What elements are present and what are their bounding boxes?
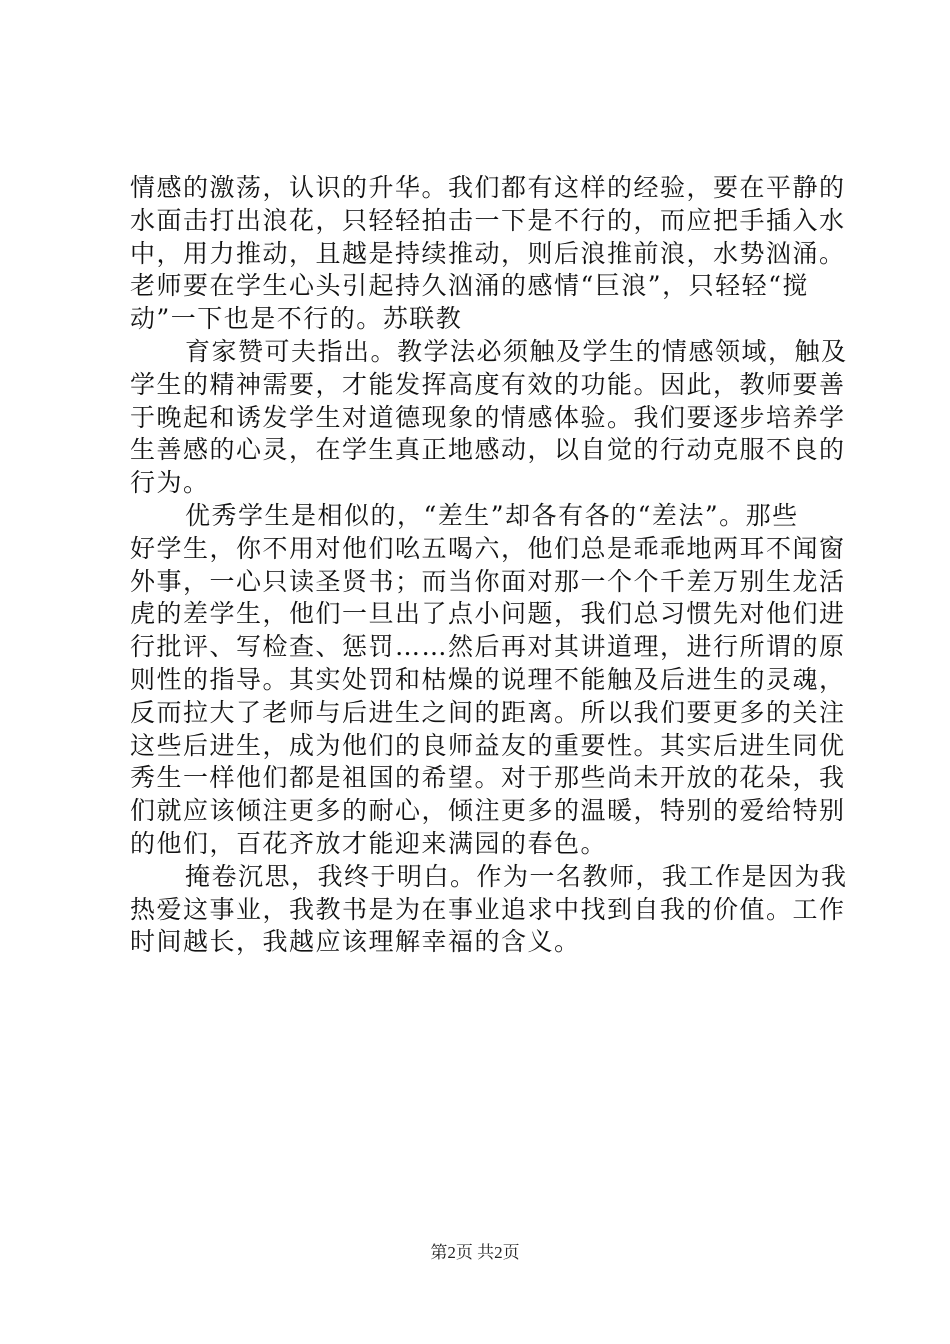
text-line: 行为。: [130, 468, 210, 498]
text-line: 时间越长，我越应该理解幸福的含义。: [130, 927, 581, 957]
text-line: 情感的激荡，认识的升华。我们都有这样的经验，要在平静的: [130, 173, 846, 202]
text-line: 这些后进生，成为他们的良师益友的重要性。其实后进生同优: [130, 730, 846, 760]
text-line: 生善感的心灵，在学生真正地感动，以自觉的行动克服不良的: [130, 435, 846, 465]
text-line: 则性的指导。其实处罚和枯燥的说理不能触及后进生的灵魂，: [130, 664, 846, 694]
text-line: 外事，一心只读圣贤书；而当你面对那一个个千差万别生龙活: [130, 566, 846, 596]
text-line: 水面击打出浪花，只轻轻拍击一下是不行的，而应把手插入水: [130, 205, 846, 235]
text-line: 学生的精神需要，才能发挥高度有效的功能。因此，教师要善: [130, 369, 846, 399]
text-line: 育家赞可夫指出。教学法必须触及学生的情感领域，触及: [185, 336, 848, 366]
text-line: 好学生，你不用对他们吆五喝六，他们总是乖乖地两耳不闻窗: [130, 533, 846, 563]
text-line: 热爱这事业，我教书是为在事业追求中找到自我的价值。工作: [130, 894, 846, 924]
text-line: 虎的差学生，他们一旦出了点小问题，我们总习惯先对他们进: [130, 599, 846, 629]
text-line: 于晚起和诱发学生对道德现象的情感体验。我们要逐步培养学: [130, 402, 846, 432]
document-body: [130, 172, 848, 959]
text-line: 秀生一样他们都是祖国的希望。对于那些尚未开放的花朵，我: [130, 763, 846, 793]
text-line: 中，用力推动，且越是持续推动，则后浪推前浪，水势汹涌。: [130, 238, 846, 268]
paragraph: [130, 500, 846, 861]
paragraph: [130, 172, 846, 336]
text-line: 的他们，百花齐放才能迎来满园的春色。: [130, 828, 608, 858]
text-line: 反而拉大了老师与后进生之间的距离。所以我们要更多的关注: [130, 697, 846, 727]
text-line: 动”一下也是不行的。苏联教: [130, 304, 463, 334]
text-line: 行批评、写检查、惩罚……然后再对其讲道理，进行所谓的原: [130, 632, 846, 662]
paragraph: [130, 861, 848, 959]
text-line: 们就应该倾注更多的耐心，倾注更多的温暖，特别的爱给特别: [130, 796, 846, 826]
paragraph: [130, 336, 848, 500]
text-line: 掩卷沉思，我终于明白。作为一名教师，我工作是因为我: [185, 861, 848, 891]
text-line: 优秀学生是相似的，“差生”却各有各的“差法”。那些: [185, 500, 799, 530]
page-number-footer: 第2页 共2页: [430, 1243, 520, 1262]
text-line: 老师要在学生心头引起持久汹涌的感情“巨浪”，只轻轻“搅: [130, 271, 809, 301]
